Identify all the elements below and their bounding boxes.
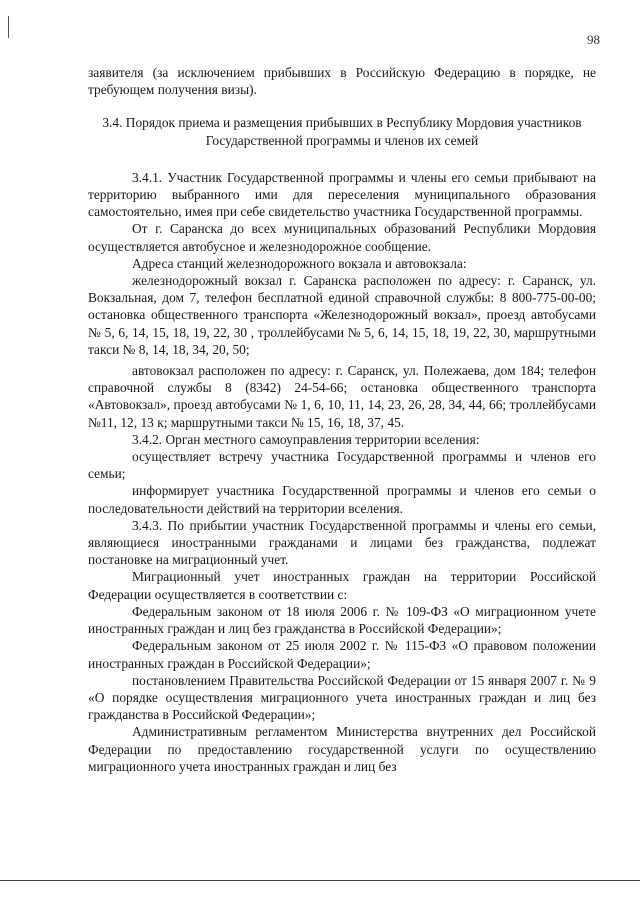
paragraph-transport: От г. Саранска до всех муниципальных образований Республики Мордовия осуществляется автобусное и железнодорожное сообщение. [88, 221, 596, 254]
paragraph-3-4-1: 3.4.1. Участник Государственной программы и члены его семьи прибывают на территорию выбранного ими для переселения муниципального образования самостоятельно, имея при себе свидетельство участника Государственной программы. [88, 169, 596, 220]
paragraph-law-115: Федеральным законом от 25 июля 2002 г. № 115-ФЗ «О правовом положении иностранных граждан в Российской Федерации»; [88, 638, 596, 671]
paragraph-railway-station: железнодорожный вокзал г. Саранска расположен по адресу: г. Саранск, ул. Вокзальная, дом 7, телефон бесплатной единой справочной службы: 8 800-775-00-00; остановка общественного транспорта «Железнодорожный вокзал», проезд автобусами № 5, 6, 14, 15, 18, 19, 22, 30 , троллейбусами № 5, 6, 14, 15, 18, 19, 22, 30, маршрутными такси № 8, 14, 18, 34, 20, 50; [88, 273, 596, 357]
paragraph-resolution-9: постановлением Правительства Российской Федерации от 15 января 2007 г. № 9 «О порядке осуществления миграционного учета иностранных граждан и лиц без гражданства в Российской Федерации»; [88, 672, 596, 723]
scan-margin-mark [8, 16, 9, 38]
paragraph-3-4-3: 3.4.3. По прибытии участник Государственной программы и члены его семьи, являющиеся иностранными гражданами и лицами без гражданства, подлежат постановке на миграционный учет. [88, 517, 596, 568]
document-body [88, 64, 596, 775]
paragraph-informing: информирует участника Государственной программы и членов его семьи о последовательности действий на территории вселения. [88, 483, 596, 516]
page-bottom-rule [0, 880, 640, 881]
paragraph-admin-regulation: Административным регламентом Министерства внутренних дел Российской Федерации по предоставлению государственной услуги по осуществлению миграционного учета иностранных граждан и лиц без [88, 724, 596, 774]
section-heading: 3.4. Порядок приема и размещения прибывших в Республику Мордовия участников Государственной программы и членов их семей [102, 115, 582, 148]
paragraph-addresses-intro: Адреса станций железнодорожного вокзала и автовокзала: [132, 255, 467, 271]
paragraph-migration-registration: Миграционный учет иностранных граждан на территории Российской Федерации осуществляется в соответствии с: [88, 569, 596, 602]
page-number: 98 [587, 32, 600, 47]
paragraph-meeting: осуществляет встречу участника Государственной программы и членов его семьи; [88, 449, 596, 482]
paragraph-continuation: заявителя (за исключением прибывших в Российскую Федерацию в порядке, не требующем получения визы). [88, 65, 596, 98]
paragraph-3-4-2: 3.4.2. Орган местного самоуправления территории вселения: [132, 431, 480, 447]
paragraph-bus-station: автовокзал расположен по адресу: г. Саранск, ул. Полежаева, дом 184; телефон справочной службы 8 (8342) 24-54-66; остановка общественного транспорта «Автовокзал», проезд автобусами № 1, 6, 10, 11, 14, 23, 26, 28, 34, 44, 66; троллейбусами №11, 12, 13 к; маршрутными такси № 15, 16, 18, 37, 45. [88, 363, 596, 430]
paragraph-law-109: Федеральным законом от 18 июля 2006 г. № 109-ФЗ «О миграционном учете иностранных граждан и лиц без гражданства в Российской Федерации»; [88, 603, 596, 637]
